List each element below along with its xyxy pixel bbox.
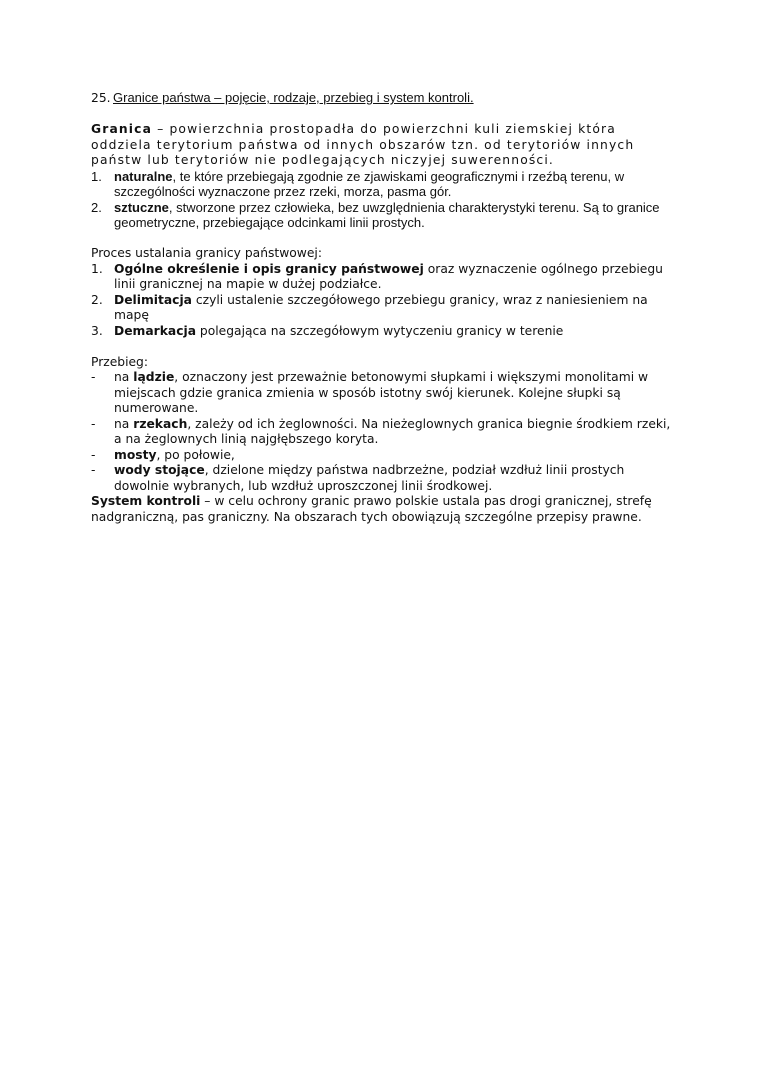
control-paragraph — [91, 494, 681, 525]
definition-term: Granica — [91, 122, 153, 136]
document-body — [91, 90, 681, 525]
list-item — [91, 448, 681, 464]
list-text: , dzielone między państwa nadbrzeżne, podział wzdłuż linii prostych dowolnie wybranych, lub wzdłuż uproszczonej linii środkowej. — [114, 463, 625, 493]
process-list — [91, 262, 681, 340]
spacer — [91, 231, 681, 247]
list-term: sztuczne — [114, 199, 169, 215]
list-marker: 2. — [91, 199, 102, 215]
list-term: rzekach — [133, 416, 188, 431]
list-text: oraz wyznaczenie ogólnego przebiegu linii granicznej na mapie w dużej podziałce. — [114, 261, 663, 291]
list-term: Demarkacja — [114, 323, 197, 338]
spacer — [91, 107, 681, 123]
control-text: – w celu ochrony granic prawo polskie ustala pas drogi granicznej, strefę nadgraniczną, pas graniczny. Na obszarach tych obowiązują szczególne przepisy prawne. — [91, 494, 652, 524]
list-item — [91, 200, 681, 231]
list-marker: - — [91, 463, 96, 477]
list-text: , stworzone przez człowieka, bez uwzględnienia charakterystyki terenu. Są to granice geometryczne, przebiegające odcinkami linii prostych. — [114, 199, 660, 230]
list-item — [91, 293, 681, 324]
list-item — [91, 463, 681, 494]
list-text: , po połowie, — [156, 447, 235, 462]
process-heading: Proces ustalania granicy państwowej: — [91, 246, 322, 260]
list-marker: - — [91, 447, 96, 462]
list-term: Delimitacja — [114, 292, 192, 307]
route-heading: Przebieg: — [91, 354, 149, 369]
list-text: , oznaczony jest przeważnie betonowymi słupkami i większymi monolitami w miejscach gdzie granica zmienia w sposób istotny swój kierunek. Kolejne słupki są numerowane. — [114, 370, 649, 415]
list-term: mosty — [114, 447, 157, 462]
list-text: czyli ustalenie szczegółowego przebiegu granicy, wraz z naniesieniem na mapę — [114, 292, 648, 322]
list-marker: - — [91, 370, 96, 384]
list-term: lądzie — [133, 370, 175, 384]
list-term: naturalne — [114, 168, 173, 184]
list-marker: 1. — [91, 168, 102, 184]
definition-paragraph — [91, 122, 681, 169]
list-marker: 2. — [91, 292, 103, 307]
border-types-list — [91, 169, 681, 231]
list-text: , zależy od ich żeglowności. Na nieżeglownych granica biegnie środkiem rzeki, a na żeglownych linią najgłębszego koryta. — [114, 416, 671, 446]
section-title — [91, 90, 681, 107]
list-item — [91, 370, 681, 417]
list-item — [91, 169, 681, 200]
section-number: 25. — [91, 91, 111, 105]
list-text: polegająca na szczegółowym wytyczeniu granicy w terenie — [196, 323, 564, 338]
list-marker: 1. — [91, 261, 103, 276]
list-item — [91, 417, 681, 448]
list-item — [91, 324, 681, 340]
list-prefix: na — [114, 370, 134, 384]
section-title-text: Granice państwa – pojęcie, rodzaje, przebieg i system kontroli. — [113, 90, 474, 105]
list-term: Ogólne określenie i opis granicy państwowej — [114, 261, 424, 276]
list-marker: - — [91, 416, 96, 431]
spacer — [91, 339, 681, 355]
control-term: System kontroli — [91, 494, 201, 508]
definition-text: – powierzchnia prostopadła do powierzchni kuli ziemskiej która oddziela terytorium państwa od innych obszarów tzn. od terytoriów innych państw lub terytoriów nie podlegających niczyjej suwerenności. — [91, 122, 635, 167]
list-item — [91, 262, 681, 293]
route-list — [91, 370, 681, 494]
list-term: wody stojące — [114, 463, 205, 477]
list-marker: 3. — [91, 323, 103, 338]
list-text: , te które przebiegają zgodnie ze zjawiskami geograficznymi i rzeźbą terenu, w szczególności wyznaczone przez rzeki, morza, pasma gór. — [114, 168, 625, 199]
list-prefix: na — [114, 416, 134, 431]
